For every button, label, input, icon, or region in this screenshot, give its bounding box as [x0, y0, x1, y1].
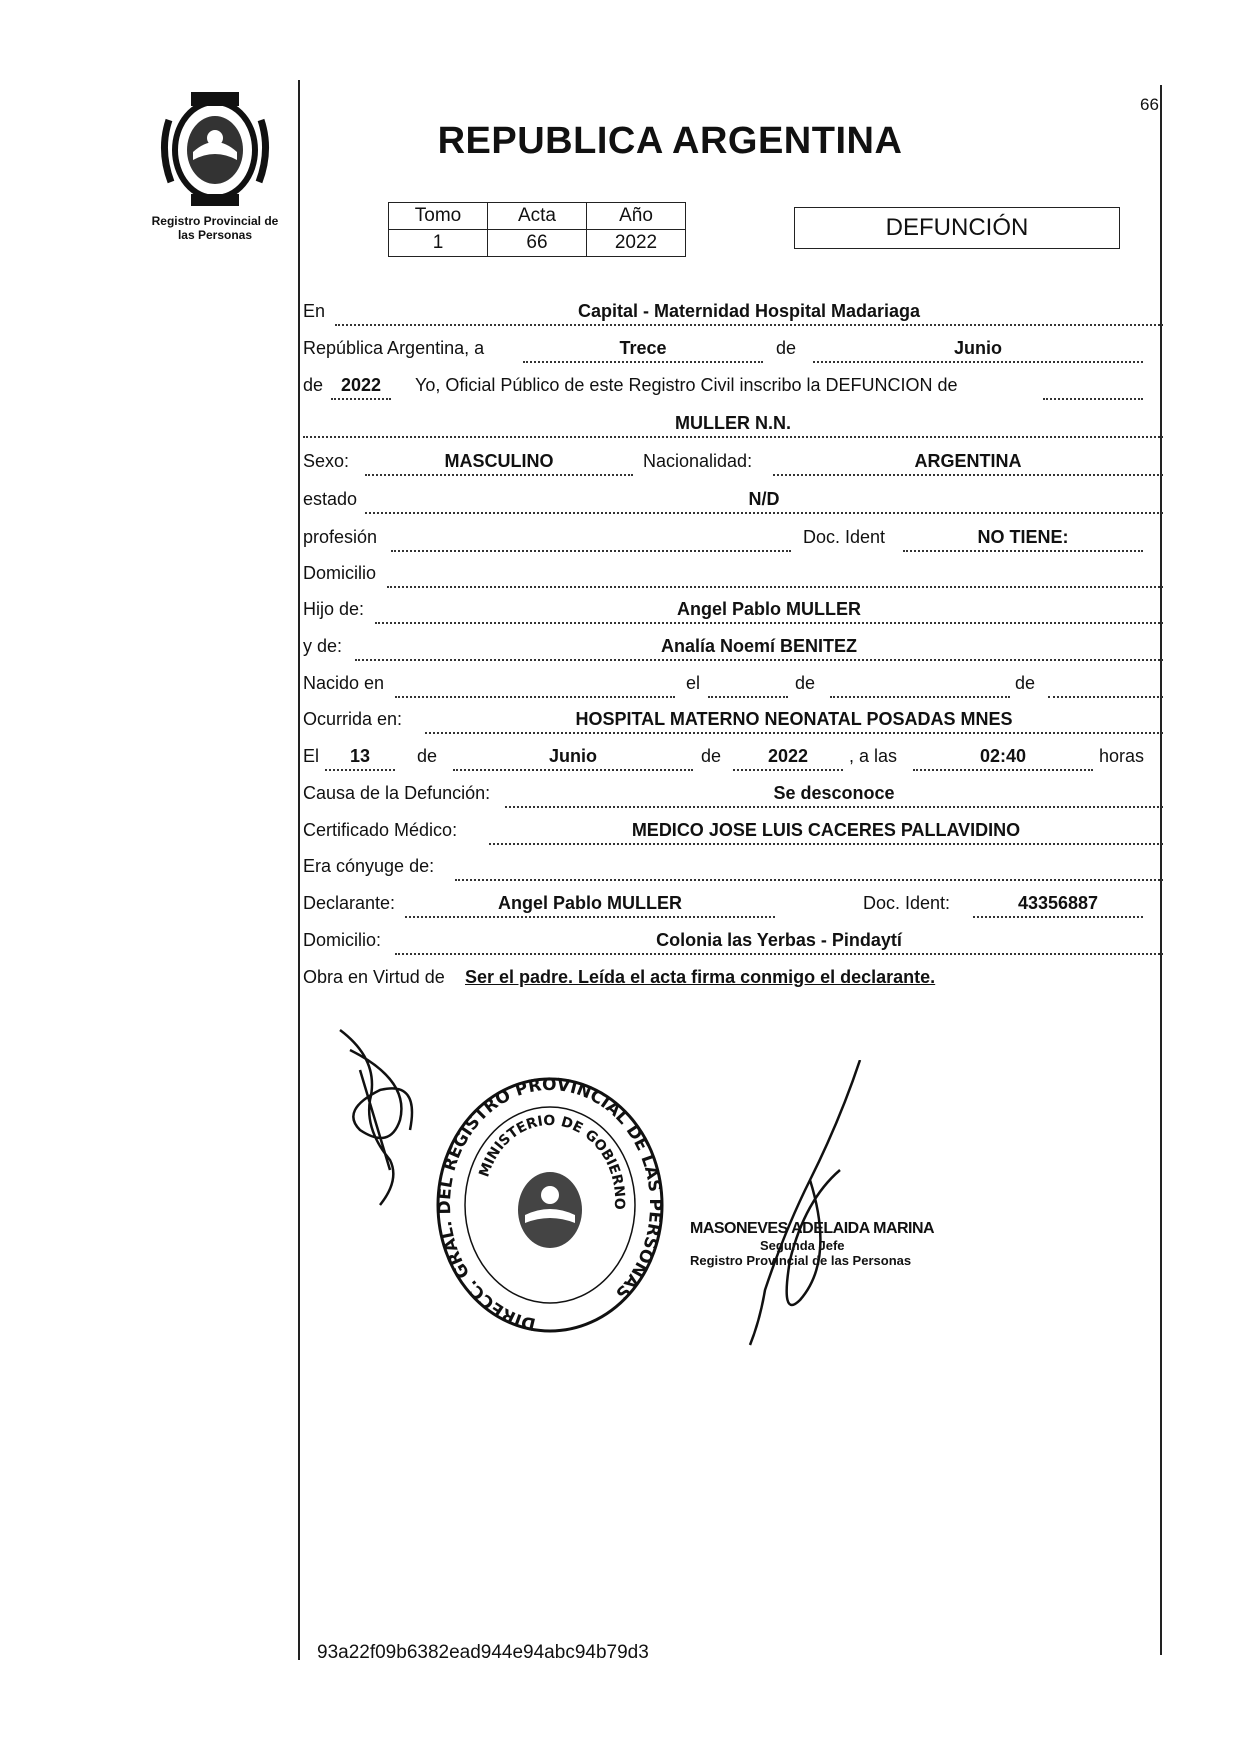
- signer-role: Segunda Jefe: [760, 1238, 845, 1253]
- obra-value: Ser el padre. Leída el acta firma conmigo el declarante.: [465, 967, 936, 987]
- row-estado: [303, 484, 1165, 514]
- document-type-box: DEFUNCIÓN: [794, 207, 1120, 249]
- ocurrida-label: Ocurrida en:: [303, 709, 403, 729]
- seal-inner-text: MINISTERIO DE GOBIERNO: [476, 1112, 628, 1211]
- ano-value: 2022: [587, 230, 686, 257]
- domicilio-field: [387, 560, 1163, 588]
- certificado-field: MEDICO JOSE LUIS CACERES PALLAVIDINO: [489, 817, 1163, 845]
- signer-block: [690, 1220, 960, 1268]
- document-hash: 93a22f09b6382ead944e94abc94b79d3: [317, 1642, 649, 1663]
- declarant-signature: [320, 1020, 440, 1210]
- acta-header: Acta: [488, 203, 587, 230]
- intro-de-label: de: [303, 375, 324, 395]
- estado-label: estado: [303, 489, 358, 509]
- row-domicilio: [303, 558, 1165, 588]
- intro-text: Yo, Oficial Público de este Registro Civil inscribo la DEFUNCION de: [415, 375, 958, 395]
- en-field: Capital - Maternidad Hospital Madariaga: [335, 298, 1163, 326]
- row-certificado: [303, 815, 1165, 845]
- day-word-field: Trece: [523, 335, 763, 363]
- reference-table-value-row: [389, 230, 686, 257]
- nacido-de-label-1: de: [795, 673, 816, 693]
- registry-label-line2: las Personas: [177, 228, 253, 242]
- row-nacido: [303, 668, 1165, 698]
- domicilio2-field: Colonia las Yerbas - Pindaytí: [395, 927, 1163, 955]
- fecha-a-las-label: , a las: [849, 746, 898, 766]
- obra-label: Obra en Virtud de: [303, 967, 445, 987]
- date-de-label: de: [776, 338, 797, 358]
- row-fecha: [303, 741, 1165, 771]
- row-en: [303, 296, 1165, 326]
- row-obra: [303, 962, 1165, 992]
- certificado-label: Certificado Médico:: [303, 820, 458, 840]
- estado-field: N/D: [365, 486, 1163, 514]
- hijo-de-field: Angel Pablo MULLER: [375, 596, 1163, 624]
- deceased-name-field: MULLER N.N.: [303, 410, 1163, 438]
- fecha-year-field: 2022: [733, 743, 843, 771]
- tomo-value: 1: [389, 230, 488, 257]
- page-number: 66: [1140, 95, 1159, 114]
- intro-year-field: 2022: [331, 372, 391, 400]
- profesion-field: [391, 524, 791, 552]
- declarante-doc-label: Doc. Ident:: [863, 893, 951, 913]
- domicilio2-label: Domicilio:: [303, 930, 382, 950]
- nacido-en-label: Nacido en: [303, 673, 385, 693]
- acta-value: 66: [488, 230, 587, 257]
- fecha-day-field: 13: [325, 743, 395, 771]
- en-label: En: [303, 301, 326, 321]
- row-intro: [303, 370, 1165, 400]
- signer-office: Registro Provincial de las Personas: [690, 1253, 912, 1268]
- doc-ident-field: NO TIENE:: [903, 524, 1143, 552]
- tomo-header: Tomo: [389, 203, 488, 230]
- declarante-label: Declarante:: [303, 893, 396, 913]
- ano-header: Año: [587, 203, 686, 230]
- nacido-de-label-2: de: [1015, 673, 1036, 693]
- month-field: Junio: [813, 335, 1143, 363]
- row-causa: [303, 778, 1165, 808]
- official-seal: [430, 1075, 670, 1340]
- row-ocurrida: [303, 704, 1165, 734]
- domicilio-label: Domicilio: [303, 563, 377, 583]
- row-y-de: [303, 631, 1165, 661]
- profesion-label: profesión: [303, 527, 378, 547]
- causa-label: Causa de la Defunción:: [303, 783, 491, 803]
- nacido-year-field: [1048, 670, 1163, 698]
- conyuge-field: [455, 853, 1163, 881]
- y-de-field: Analía Noemí BENITEZ: [355, 633, 1163, 661]
- signer-name: MASONEVES ADELAIDA MARINA: [690, 1220, 935, 1237]
- fecha-time-field: 02:40: [913, 743, 1093, 771]
- official-signature: [690, 1060, 950, 1350]
- sexo-label: Sexo:: [303, 451, 350, 471]
- ocurrida-field: HOSPITAL MATERNO NEONATAL POSADAS MNES: [425, 706, 1163, 734]
- row-conyuge: [303, 851, 1165, 881]
- declarante-field: Angel Pablo MULLER: [405, 890, 775, 918]
- nacido-day-field: [708, 670, 788, 698]
- reference-table-header-row: [389, 203, 686, 230]
- row-declarante: [303, 888, 1165, 918]
- fecha-de-label-1: de: [417, 746, 438, 766]
- republica-label: República Argentina, a: [303, 338, 485, 358]
- sexo-field: MASCULINO: [365, 448, 633, 476]
- row-date: [303, 333, 1165, 363]
- fecha-horas-label: horas: [1099, 746, 1145, 766]
- page-title: REPUBLICA ARGENTINA: [437, 120, 903, 162]
- row-sexo: [303, 446, 1165, 476]
- seal-outer-text: DIRECC. GRAL. DEL REGISTRO PROVINCIAL DE LAS PERSONAS: [434, 1075, 666, 1334]
- row-deceased-name: [303, 408, 1165, 438]
- nacionalidad-field: ARGENTINA: [773, 448, 1163, 476]
- declarante-doc-field: 43356887: [973, 890, 1143, 918]
- hijo-de-label: Hijo de:: [303, 599, 365, 619]
- nacionalidad-label: Nacionalidad:: [643, 451, 753, 471]
- doc-ident-label: Doc. Ident: [803, 527, 886, 547]
- causa-field: Se desconoce: [505, 780, 1163, 808]
- registry-label-line1: Registro Provincial de: [151, 214, 279, 228]
- nacido-month-field: [830, 670, 1010, 698]
- intro-blank-field: [1043, 372, 1143, 400]
- nacido-en-field: [395, 670, 675, 698]
- reference-table: [388, 202, 686, 257]
- fecha-month-field: Junio: [453, 743, 693, 771]
- row-domicilio2: [303, 925, 1165, 955]
- fecha-de-label-2: de: [701, 746, 722, 766]
- registry-label: [130, 214, 300, 242]
- fecha-el-label: El: [303, 746, 320, 766]
- province-emblem-icon: [155, 90, 275, 210]
- conyuge-label: Era cónyuge de:: [303, 856, 435, 876]
- y-de-label: y de:: [303, 636, 343, 656]
- row-profesion: [303, 522, 1165, 552]
- nacido-el-label: el: [686, 673, 701, 693]
- left-margin-line: [298, 80, 300, 1660]
- row-hijo-de: [303, 594, 1165, 624]
